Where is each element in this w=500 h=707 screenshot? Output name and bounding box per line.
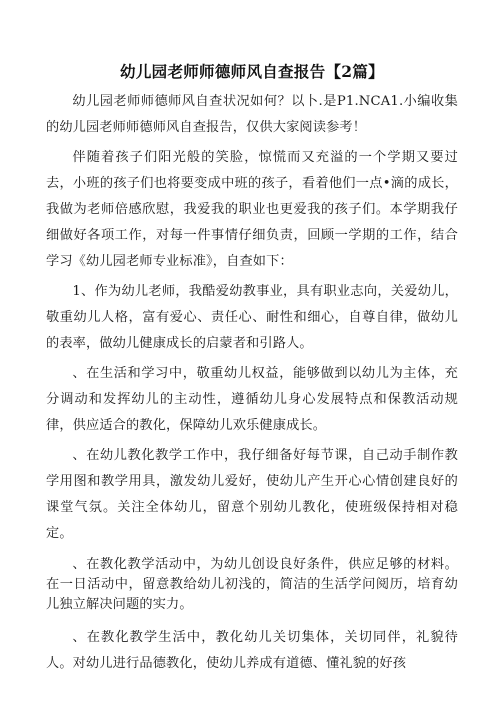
item-2-paragraph: 、在生活和学习中，敬重幼儿权益，能够做到以幼儿为主体，充分调动和发挥幼儿的主动性，遵循幼儿身心发展特点和保教活动规律，供应适合的教化，保障幼儿欢乐健康成长。 (46, 366, 458, 433)
item-4-paragraph: 、在教化教学活动中，为幼儿创设良好条件，供应足够的材料。在一日活动中，留意教给幼儿初浅的，简洁的生活学问阅历，培育幼儿独立解决问题的实力。 (46, 557, 458, 612)
item-3-paragraph: 、在幼儿教化教学工作中，我仔细备好每节课，自己动手制作教学用图和教学用具，激发幼儿爱好，使幼儿产生开心心情创建良好的课堂气氛。关注全体幼儿，留意个别幼儿教化，使班级保持相对稳定。 (46, 448, 458, 541)
item-5-paragraph: 、在教化教学生活中，教化幼儿关切集体，关切同伴，礼貌待人。对幼儿进行品德教化，使幼儿养成有道德、懂礼貌的好孩 (46, 630, 458, 671)
document-title: 幼儿园老师师德师风自查报告【2篇】 (120, 62, 384, 81)
item-1-paragraph: 1、作为幼儿老师，我酷爱幼教事业，具有职业志向，关爱幼儿，敬重幼儿人格，富有爱心、责任心、耐性和细心，自尊自律，做幼儿的表率，做幼儿健康成长的启蒙者和引路人。 (46, 284, 458, 351)
summary-paragraph: 伴随着孩子们阳光般的笑脸，惊慌而又充溢的一个学期又要过去，小班的孩子们也将要变成中班的孩子，看着他们一点•滴的成长，我做为老师倍感欣慰，我爱我的职业也更爱我的孩子们。本学期我仔细做好各项工作，对每一件事情仔细负责，回顾一学期的工作，结合学习《幼儿园老师专业标准》，自查如下： (46, 150, 458, 269)
intro-paragraph: 幼儿园老师师德师风自查状况如何？以卜.是P1.NCA1.小编收集的幼儿园老师师德师风自查报告，仅供大家阅读参考！ (46, 94, 458, 135)
